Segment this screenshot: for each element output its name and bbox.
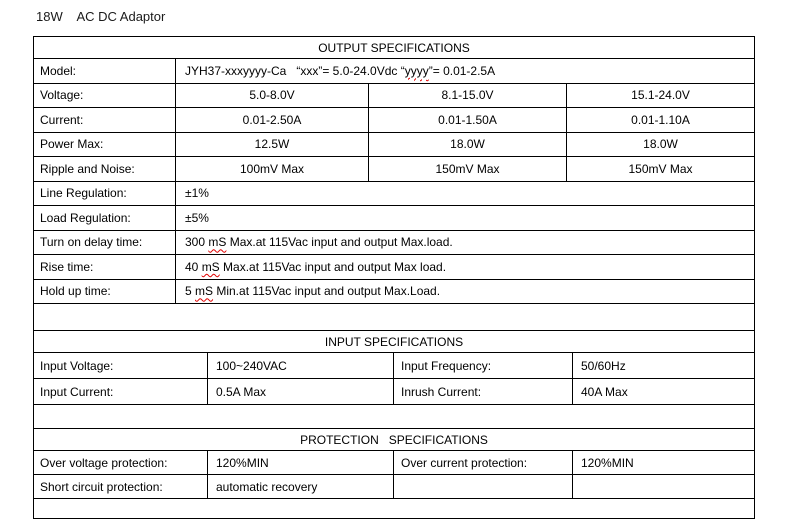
line-regulation-label: Line Regulation: xyxy=(34,182,176,207)
current-row xyxy=(34,108,755,133)
over-voltage-protection-value: 120%MIN xyxy=(208,451,394,475)
document-title: 18W AC DC Adaptor xyxy=(36,9,166,24)
section-spacer-row xyxy=(34,405,755,429)
current-label: Current: xyxy=(34,108,176,133)
inrush-current-value: 40A Max xyxy=(573,379,755,405)
protection-section-title: PROTECTION SPECIFICATIONS xyxy=(34,429,755,451)
protection-section-header-row xyxy=(34,429,755,451)
over-current-protection-value: 120%MIN xyxy=(573,451,755,475)
turn-on-delay-row xyxy=(34,231,755,256)
short-circuit-protection-value: automatic recovery xyxy=(208,475,394,499)
short-circuit-protection-label: Short circuit protection: xyxy=(34,475,208,499)
turn-on-delay-rest: Max.at 115Vac input and output Max.load. xyxy=(226,235,453,250)
spacer-cell xyxy=(34,405,755,429)
hold-up-time-rest: Min.at 115Vac input and output Max.Load. xyxy=(213,284,441,299)
rise-time-rest: Max.at 115Vac input and output Max load. xyxy=(219,259,447,274)
current-range-1: 0.01-2.50A xyxy=(176,108,369,133)
hold-up-time-num: 5 xyxy=(185,284,196,299)
input-row-current-inrush xyxy=(34,379,755,405)
protection-row-short-circuit xyxy=(34,475,755,499)
power-max-label: Power Max: xyxy=(34,133,176,158)
ripple-noise-2: 150mV Max xyxy=(369,157,567,182)
spacer-cell xyxy=(34,499,755,519)
power-max-1: 12.5W xyxy=(176,133,369,158)
load-regulation-value: ±5% xyxy=(176,206,755,231)
spec-table xyxy=(33,36,755,519)
ripple-noise-3: 150mV Max xyxy=(567,157,755,182)
input-section-title: INPUT SPECIFICATIONS xyxy=(34,331,755,353)
current-range-3: 0.01-1.10A xyxy=(567,108,755,133)
current-range-2: 0.01-1.50A xyxy=(369,108,567,133)
voltage-range-2: 8.1-15.0V xyxy=(369,84,567,109)
power-max-row xyxy=(34,133,755,158)
model-value-misspelled: yyyy xyxy=(404,63,429,78)
hold-up-time-row xyxy=(34,280,755,305)
model-value-post: ”= 0.01-2.5A xyxy=(428,63,496,78)
hold-up-time-value xyxy=(176,280,755,305)
input-frequency-label: Input Frequency: xyxy=(394,353,573,379)
input-section-header-row xyxy=(34,331,755,353)
load-regulation-label: Load Regulation: xyxy=(34,206,176,231)
table-bottom-spacer-row xyxy=(34,499,755,519)
power-max-2: 18.0W xyxy=(369,133,567,158)
input-frequency-value: 50/60Hz xyxy=(573,353,755,379)
voltage-range-1: 5.0-8.0V xyxy=(176,84,369,109)
over-current-protection-label: Over current protection: xyxy=(394,451,573,475)
model-row xyxy=(34,59,755,84)
inrush-current-label: Inrush Current: xyxy=(394,379,573,405)
turn-on-delay-label: Turn on delay time: xyxy=(34,231,176,256)
turn-on-delay-value xyxy=(176,231,755,256)
line-regulation-value: ±1% xyxy=(176,182,755,207)
hold-up-time-label: Hold up time: xyxy=(34,280,176,305)
load-regulation-row xyxy=(34,206,755,231)
line-regulation-row xyxy=(34,182,755,207)
voltage-row xyxy=(34,84,755,109)
model-label: Model: xyxy=(34,59,176,84)
ripple-noise-1: 100mV Max xyxy=(176,157,369,182)
turn-on-delay-unit: mS xyxy=(208,235,227,250)
input-voltage-label: Input Voltage: xyxy=(34,353,208,379)
rise-time-label: Rise time: xyxy=(34,255,176,280)
protection-empty-cell-1 xyxy=(394,475,573,499)
input-current-label: Input Current: xyxy=(34,379,208,405)
over-voltage-protection-label: Over voltage protection: xyxy=(34,451,208,475)
section-spacer-row xyxy=(34,304,755,331)
hold-up-time-unit: mS xyxy=(195,284,214,299)
input-current-value: 0.5A Max xyxy=(208,379,394,405)
rise-time-row xyxy=(34,255,755,280)
protection-row-over-voltage-current xyxy=(34,451,755,475)
rise-time-value xyxy=(176,255,755,280)
model-value-pre: JYH37-xxxyyyy-Ca “xxx”= 5.0-24.0Vdc “ xyxy=(185,63,405,78)
input-voltage-value: 100~240VAC xyxy=(208,353,394,379)
rise-time-unit: mS xyxy=(201,259,220,274)
ripple-noise-row xyxy=(34,157,755,182)
input-row-voltage-frequency xyxy=(34,353,755,379)
ripple-noise-label: Ripple and Noise: xyxy=(34,157,176,182)
voltage-label: Voltage: xyxy=(34,84,176,109)
power-max-3: 18.0W xyxy=(567,133,755,158)
voltage-range-3: 15.1-24.0V xyxy=(567,84,755,109)
protection-empty-cell-2 xyxy=(573,475,755,499)
output-section-header-row xyxy=(34,37,755,59)
turn-on-delay-num: 300 xyxy=(185,235,209,250)
rise-time-num: 40 xyxy=(185,259,202,274)
spacer-cell xyxy=(34,304,755,331)
model-value xyxy=(176,59,755,84)
output-section-title: OUTPUT SPECIFICATIONS xyxy=(34,37,755,59)
